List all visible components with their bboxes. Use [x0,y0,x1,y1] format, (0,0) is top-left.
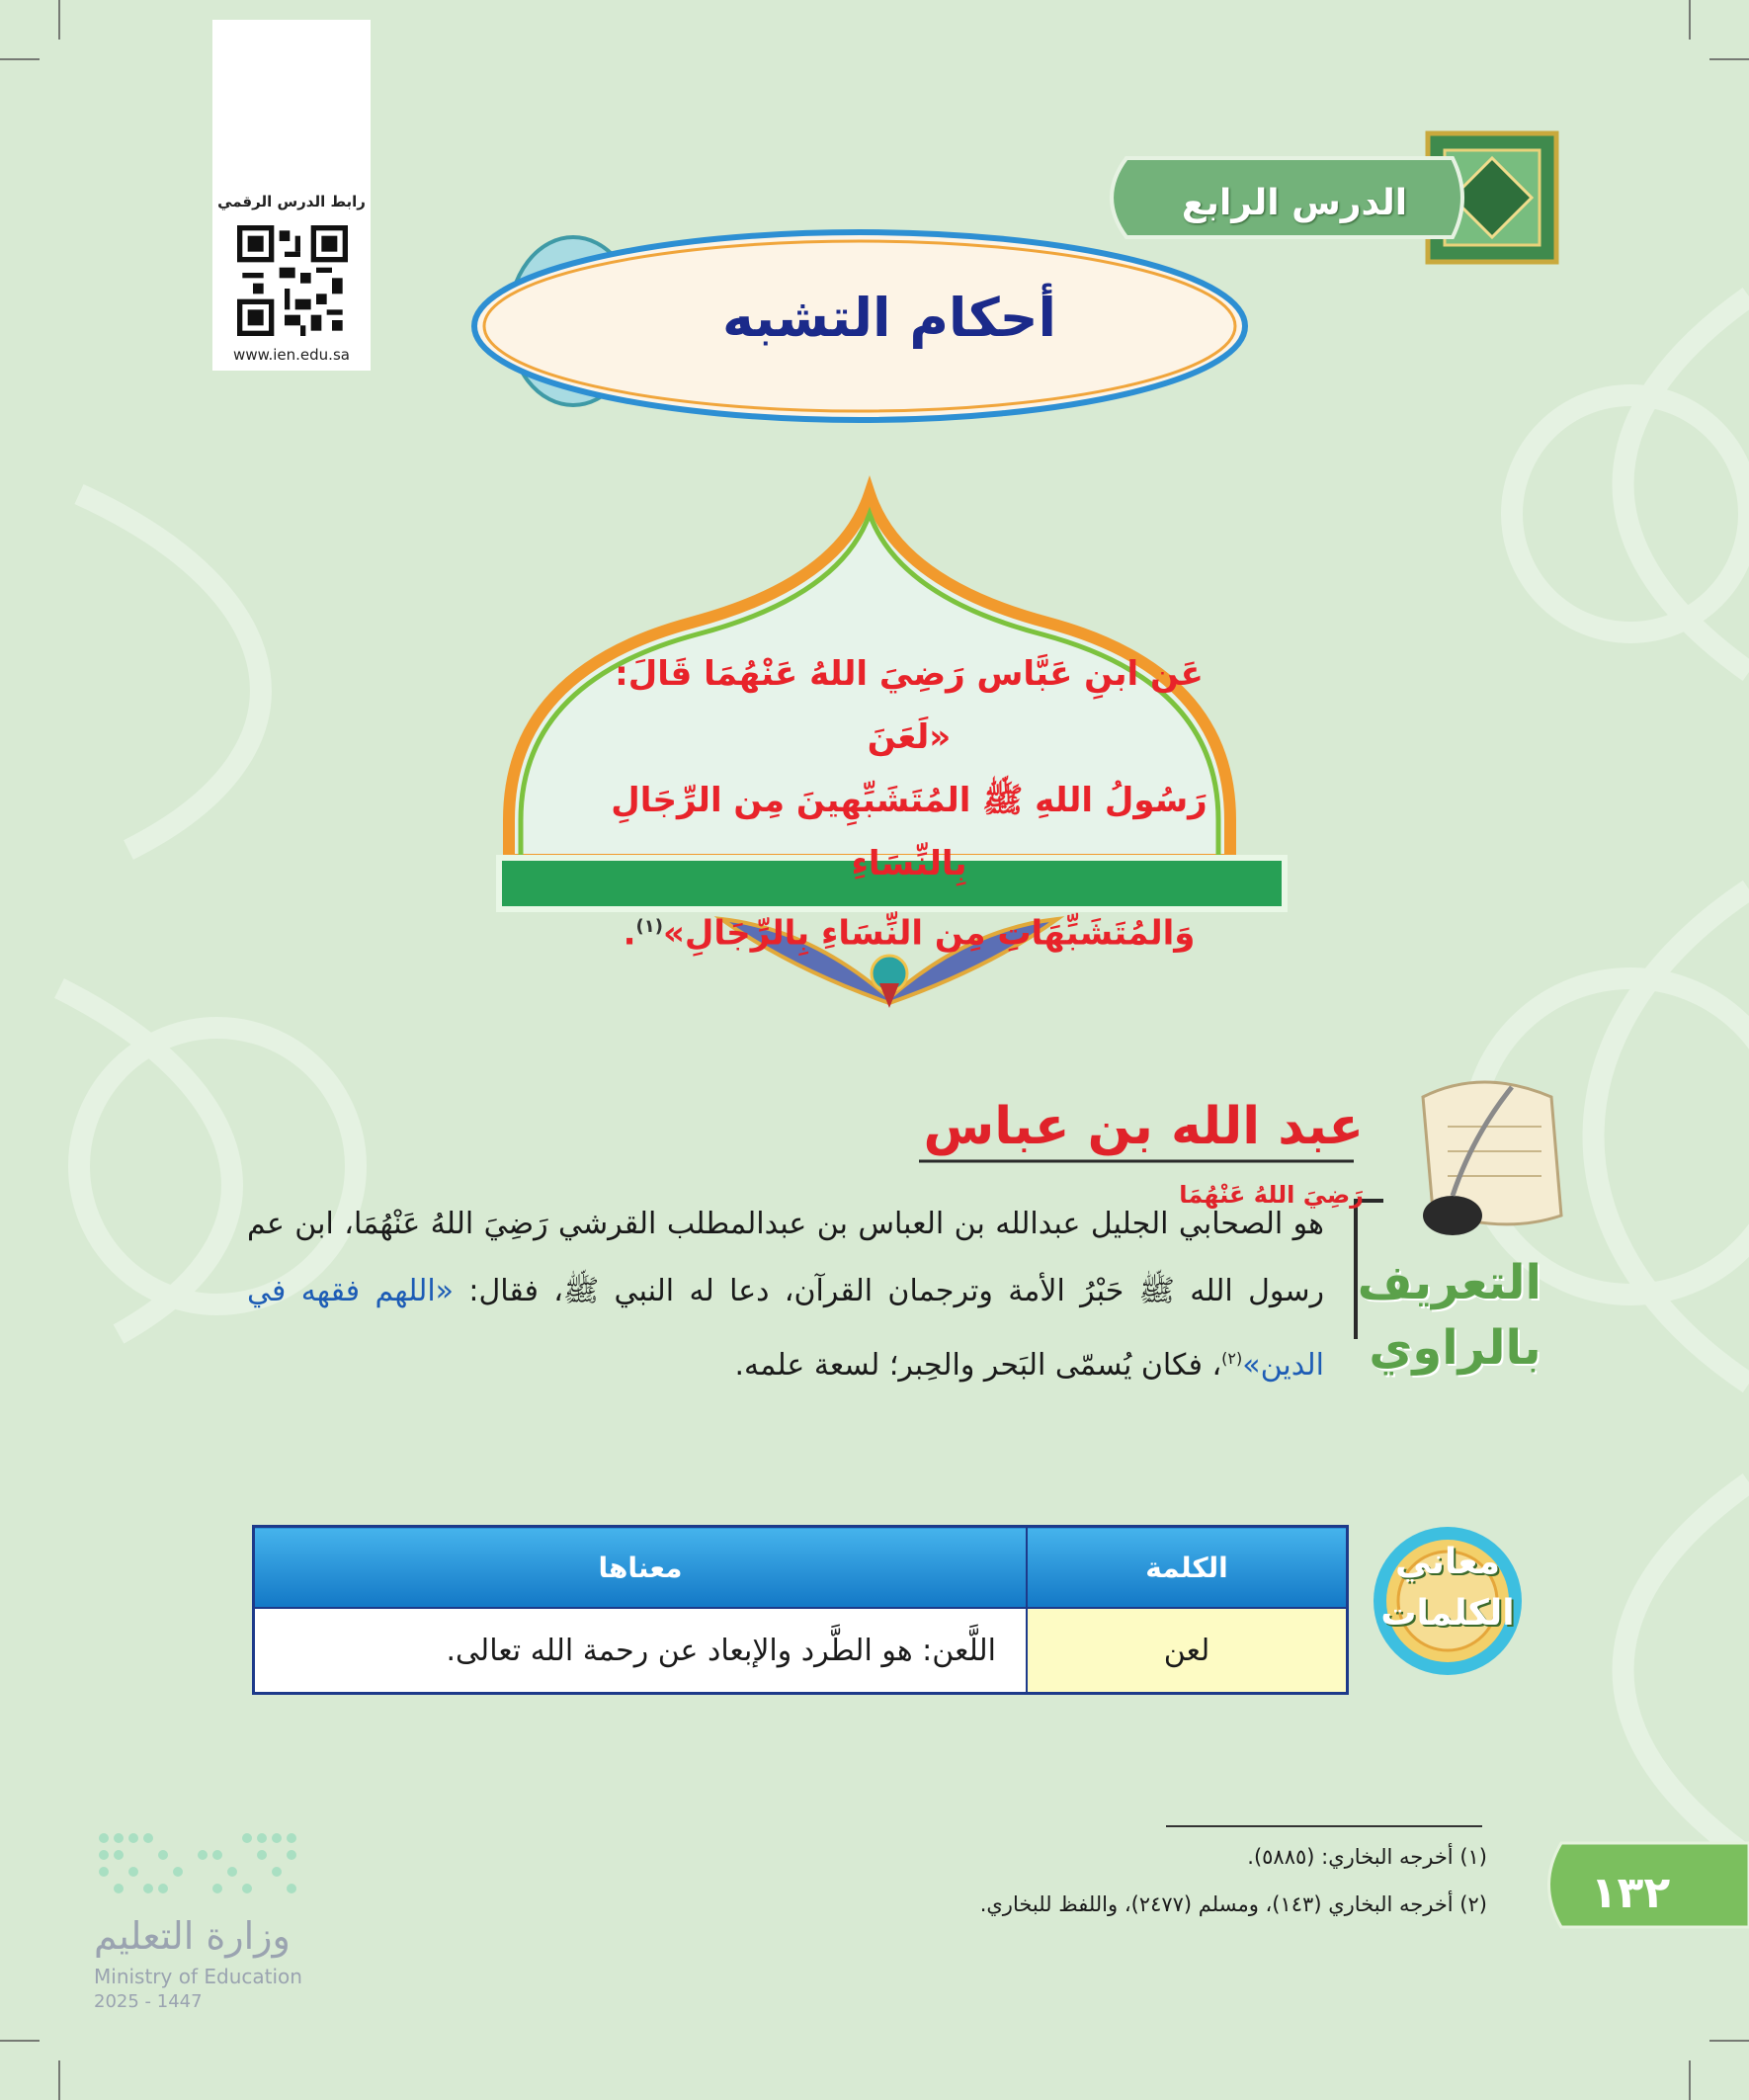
bio-text-1: هو الصحابي الجليل عبدالله بن العباس بن عبدالمطلب القرشي رَضِيَ اللهُ عَنْهُمَا، ابن عم رسول الله ﷺ حَبْرُ الأمة وترجمان القرآن، دعا له النبي ﷺ، فقال: [247,1207,1324,1308]
hadith-end: . [623,913,636,954]
header-word: الكلمة [1027,1527,1348,1609]
cell-word: لعن [1027,1608,1348,1694]
hadith-text [588,642,1230,965]
page-number: ١٣٢ [1590,1868,1671,1918]
bio-text-2: ، فكان يُسمّى البَحر والحِبر؛ لسعة علمه. [734,1348,1222,1383]
meanings-section-label [1369,1537,1527,1639]
footnote-divider [1166,1825,1482,1827]
table-header-row [254,1527,1348,1609]
hadith-line-3-text: وَالمُتَشَبِّهَاتِ مِن النِّسَاءِ بِالرِّجَالِ» [662,913,1196,954]
hadith-footnote-ref[interactable]: (١) [635,916,663,937]
qr-url[interactable]: www.ien.edu.sa [233,346,350,364]
footnote-2: (٢) أخرجه البخاري (١٤٣)، ومسلم (٢٤٧٧)، واللفظ للبخاري. [979,1892,1487,1916]
meanings-label-line-2: الكلمات [1380,1593,1515,1634]
footnotes [593,1833,1487,1928]
narrator-name-text: عبد الله بن عباس [923,1097,1364,1156]
table-row [254,1608,1348,1694]
lesson-number-label: الدرس الرابع [1181,183,1408,223]
ministry-name-en: Ministry of Education [94,1965,302,1988]
narrator-honorific: رَضِيَ اللهُ عَنْهُمَا [1179,1181,1364,1209]
lesson-title: أحكام التشبه [721,287,1057,349]
qr-caption: رابط الدرس الرقمي [217,193,366,210]
hadith-line-3 [588,895,1230,965]
cell-meaning: اللَّعن: هو الطَّرد والإبعاد عن رحمة الله تعالى. [254,1608,1028,1694]
qr-code-icon[interactable] [237,225,348,336]
scroll-illustration [1423,1082,1561,1235]
hadith-line-2: رَسُولُ اللهِ ﷺ المُتَشَبِّهِينَ مِن الرِّجَالِ بِالنِّسَاءِ [611,781,1208,883]
footnote-1: (١) أخرجه البخاري: (٥٨٨٥). [1247,1845,1487,1869]
bio-quote: «اللهم فقهه في الدين» [247,1274,1324,1383]
header-meaning: معناها [254,1527,1028,1609]
narrator-section-label [1357,1250,1541,1381]
word-meanings-table [252,1525,1349,1695]
ministry-year: 2025 - 1447 [94,1991,203,2012]
hadith-line-1: عَن ابنِ عَبَّاس رَضِيَ اللهُ عَنْهُمَا قَالَ: «لَعَنَ [615,654,1204,757]
narrator-label-line-2: بالراوي [1369,1320,1541,1376]
narrator-label-line-1: التعريف [1357,1255,1541,1310]
bio-footnote-ref[interactable]: (٢) [1221,1349,1243,1368]
ministry-name-ar: وزارة التعليم [94,1914,291,1958]
meanings-label-line-1: معاني [1394,1542,1501,1582]
narrator-bio [247,1191,1324,1399]
